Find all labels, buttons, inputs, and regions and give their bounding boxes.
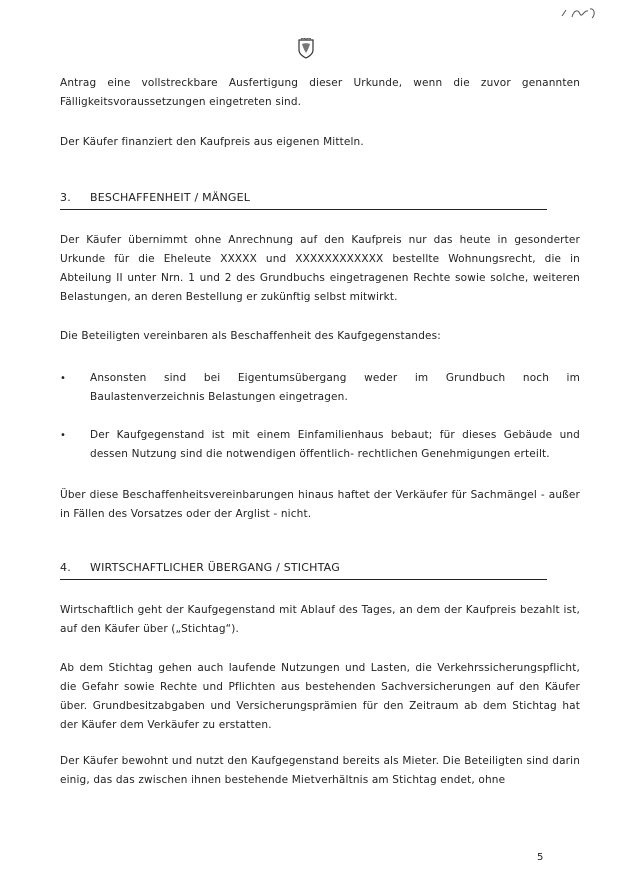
list-item [60,426,580,466]
paragraph-encumbrances: Der Käufer übernimmt ohne Anrechnung auf den Kaufpreis nur das heute in gesonderter Urkunde für die Eheleute XXXXX und XXXXXXXXXXXX bestellte Wohnungsrecht, die in Abteilung II unter Nrn. 1 und 2 des Grundbuchs eingetragenen Rechte sowie solche, weiteren Belastungen, an deren Bestellung er zukünftig selbst mitwirkt. [60,234,580,303]
coat-of-arms-icon [297,38,315,60]
section-title: BESCHAFFENHEIT / MÄNGEL [90,191,251,204]
bullet-icon: • [60,430,66,441]
section-heading-3 [60,190,547,210]
bullet-icon: • [60,373,66,384]
section-number: 4. [60,561,71,574]
section-title: WIRTSCHAFTLICHER ÜBERGANG / STICHTAG [90,561,340,574]
paragraph-tenancy: Der Käufer bewohnt und nutzt den Kaufgegenstand bereits als Mieter. Die Beteiligten sind darin einig, das das zwischen ihnen bestehende Mietverhältnis am Stichtag endet, ohne [60,755,580,786]
paragraph-burdens-transfer: Ab dem Stichtag gehen auch laufende Nutzungen und Lasten, die Verkehrssicherungspflicht, die Gefahr sowie Rechte und Pflichten aus bestehenden Sachversicherungen auf den Käufer über. Grundbesitzabgaben und Versicherungsprämien für den Zeitraum ab dem Stichtag hat der Käufer dem Verkäufer zu erstatten. [60,662,580,731]
paragraph-quality-agreement: Die Beteiligten vereinbaren als Beschaffenheit des Kaufgegenstandes: [60,330,441,342]
paragraph-liability: Über diese Beschaffenheitsvereinbarungen hinaus haftet der Verkäufer für Sachmängel - außer in Fällen des Vorsatzes oder der Arglist - nicht. [60,489,580,520]
handwritten-mark-icon [560,6,600,20]
list-item [60,369,580,409]
paragraph-transfer-date: Wirtschaftlich geht der Kaufgegenstand mit Ablauf des Tages, an dem der Kaufpreis bezahlt ist, auf den Käufer über („Stichtag“). [60,604,580,635]
page-number: 5 [537,852,544,863]
list-item-text: Der Kaufgegenstand ist mit einem Einfamilienhaus bebaut; für dieses Gebäude und dessen Nutzung sind die notwendigen öffentlich- rechtlichen Genehmigungen erteilt. [90,429,580,460]
list-item-text: Ansonsten sind bei Eigentumsübergang weder im Grundbuch noch im Baulastenverzeichnis Belastungen eingetragen. [90,372,580,403]
paragraph-financing: Der Käufer finanziert den Kaufpreis aus eigenen Mitteln. [60,136,364,148]
section-heading-4 [60,560,547,580]
section-number: 3. [60,191,71,204]
paragraph-enforceable-copy: Antrag eine vollstreckbare Ausfertigung dieser Urkunde, wenn die zuvor genannten Fälligkeitsvoraussetzungen eingetreten sind. [60,77,580,108]
